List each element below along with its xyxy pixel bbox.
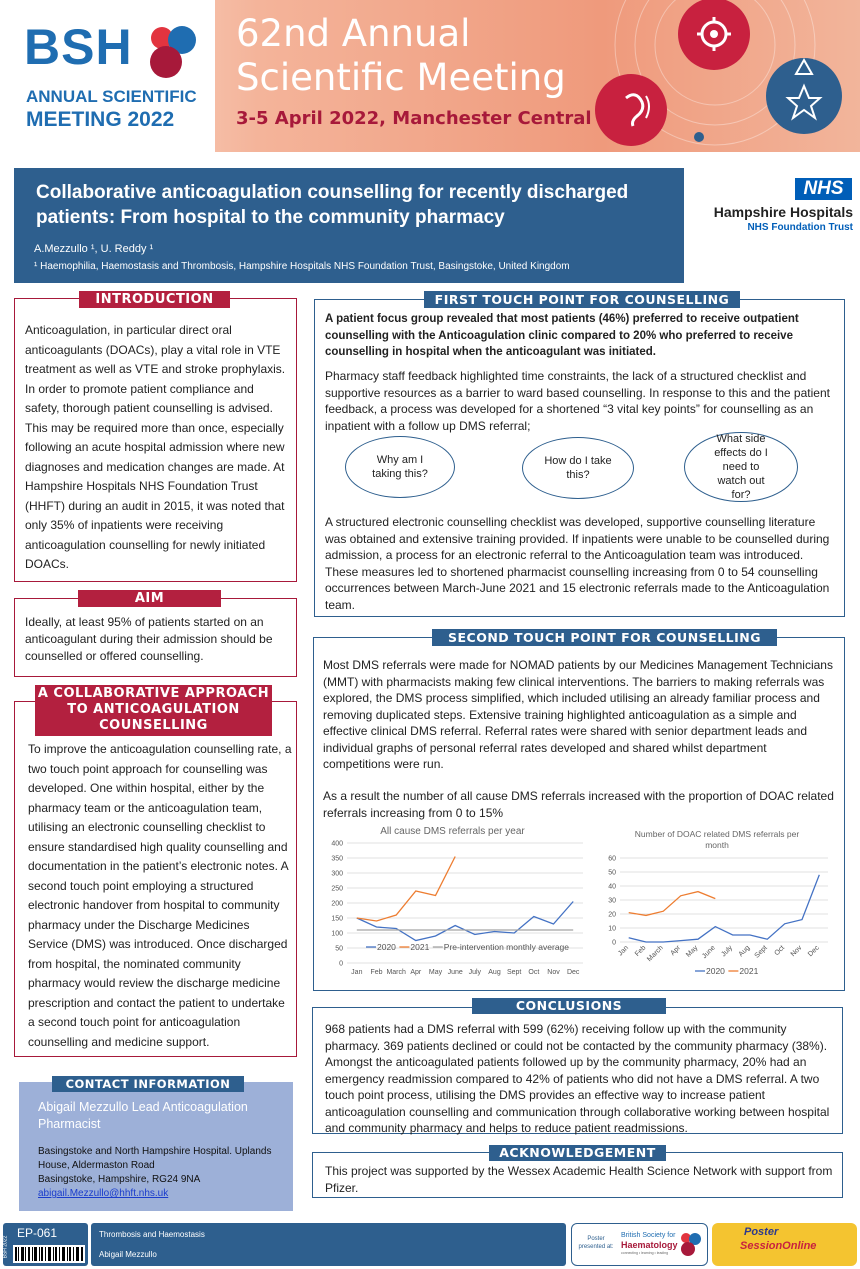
chart1-title: All cause DMS referrals per year <box>380 826 525 837</box>
meeting-title-line1: 62nd Annual <box>236 12 471 55</box>
nhs-hospital-name: Hampshire Hospitals <box>713 204 853 220</box>
legend-label: Pre-intervention monthly average <box>443 942 570 952</box>
x-tick-label: Sept <box>753 944 769 960</box>
x-tick-label: Apr <box>410 969 422 976</box>
approach-body: To improve the anticoagulation counselling rate, a two touch point approach for counselling was developed. One within hospital, either by the pharmacy team or the anticoagulation team, utilising an electronic counselling checklist to ensure standardised high quality counselling and documentation in the patient’s electronic notes. A second touch point employing a structured electronic handover from hospital to community pharmacy under the Discharge Medicines Service (DMS) was introduced. Once discharged from hospital, the nominated community pharmacy would review the discharge medicine prescription and contact the patient to undertake a second touch point for anticoagulation counselling and medicine support. <box>28 742 292 1049</box>
series-line-2021 <box>357 857 455 922</box>
dot-decoration <box>692 130 706 144</box>
y-tick-label: 10 <box>608 925 616 933</box>
introduction-heading: INTRODUCTION <box>79 291 230 308</box>
society-name-line1: British Society for <box>621 1232 676 1239</box>
y-tick-label: 60 <box>608 855 616 863</box>
meeting-date: 3-5 April 2022, Manchester Central <box>236 108 592 129</box>
y-tick-label: 40 <box>608 883 616 891</box>
x-tick-label: Oct <box>528 969 540 976</box>
first-touch-para1: Pharmacy staff feedback highlighted time constraints, the lack of a structured checklist and supportive resources as a barrier to ward based counselling. In response to this and the patient feedback, a process was developed for a shortened “3 vital key points” for counselling as an inpatient with a follow up DMS referral; <box>325 369 830 433</box>
y-tick-label: 400 <box>331 840 343 848</box>
aim-heading: AIM <box>78 590 221 607</box>
footer-category: Thrombosis and Haemostasis <box>99 1230 205 1239</box>
x-tick-label: Dec <box>566 969 580 976</box>
y-tick-label: 50 <box>335 945 343 953</box>
second-touch-para1: Most DMS referrals were made for NOMAD patients by our Medicines Management Technicians (MMT) with pharmacists making few clinical interventions. The barriers to making referrals was explored, the DMS process simplified, which included utilising an already familiar process and removing duplicated steps. Extensive training highlighted anticoagulation as a simple and effective clinical DMS referral. Referral rates were shared with senior department leads and individual graphs of personal referral rates developed and shared whilst department competitions were run. <box>323 658 833 771</box>
series-line-2020 <box>357 902 573 941</box>
x-tick-label: Nov <box>547 969 560 976</box>
acknowledgement-body: This project was supported by the Wessex Academic Health Science Network with support from Pfizer. <box>325 1164 833 1195</box>
x-tick-label: Nov <box>789 944 804 959</box>
aim-body: Ideally, at least 95% of patients started on an anticoagulant during their admission should be counselled or offered counselling. <box>25 615 273 663</box>
first-touch-heading: FIRST TOUCH POINT FOR COUNSELLING <box>424 291 740 308</box>
contact-heading: CONTACT INFORMATION <box>52 1076 244 1092</box>
legend-label: 2021 <box>739 966 759 976</box>
y-tick-label: 350 <box>331 855 343 863</box>
poster-affiliation: ¹ Haemophilia, Haemostasis and Thrombosis, Hampshire Hospitals NHS Foundation Trust, Basingstoke, United Kingdom <box>34 261 570 272</box>
x-tick-label: Jan <box>617 944 631 958</box>
acknowledgement-heading: ACKNOWLEDGEMENT <box>489 1145 666 1161</box>
poster-title: Collaborative anticoagulation counselling for recently discharged patients: From hospital to the community pharmacy <box>36 182 629 228</box>
x-tick-label: Aug <box>488 969 501 976</box>
contact-address2: Basingstoke, Hampshire, RG24 9NA <box>38 1174 201 1185</box>
x-tick-label: Sept <box>506 969 522 976</box>
second-touch-para2: As a result the number of all cause DMS referrals increased with the proportion of DOAC related referrals increasing from 0 to 15% <box>323 789 834 820</box>
contact-address1: Basingstoke and North Hampshire Hospital. Uplands House, Aldermaston Road <box>38 1146 272 1171</box>
y-tick-label: 150 <box>331 915 343 923</box>
bsh-logo-sub1: ANNUAL SCIENTIFIC <box>26 87 197 106</box>
meeting-title-line2: Scientific Meeting <box>236 56 566 99</box>
x-tick-label: Feb <box>633 944 648 958</box>
ear-icon <box>586 68 676 148</box>
y-tick-label: 100 <box>331 930 343 938</box>
x-tick-label: Feb <box>370 969 383 976</box>
legend-label: 2020 <box>377 942 396 952</box>
legend-label: 2020 <box>706 966 725 976</box>
gear-icon <box>670 0 758 72</box>
bsh-logo-mark-icon <box>146 22 200 80</box>
y-tick-label: 30 <box>608 897 616 905</box>
nhs-trust-name: NHS Foundation Trust <box>747 222 853 233</box>
society-name-line2: Haematology <box>621 1240 678 1250</box>
contact-name: Abigail Mezzullo Lead Anticoagulation Pharmacist <box>38 1100 248 1131</box>
y-tick-label: 250 <box>331 885 343 893</box>
pso-line2: SessionOnline <box>740 1240 817 1252</box>
second-touch-heading: SECOND TOUCH POINT FOR COUNSELLING <box>432 629 777 646</box>
speech-bubble-how: How do I take this? <box>522 437 634 499</box>
x-tick-label: Aug <box>737 944 752 959</box>
x-tick-label: Apr <box>669 944 683 958</box>
poster-id: EP-061 <box>17 1226 58 1240</box>
x-tick-label: Jan <box>351 969 363 976</box>
y-tick-label: 0 <box>612 939 616 947</box>
series-line-2021 <box>629 892 716 916</box>
approach-heading: A COLLABORATIVE APPROACH TO ANTICOAGULATION COUNSELLING <box>35 685 272 736</box>
poster-authors: A.Mezzullo ¹, U. Reddy ¹ <box>34 243 154 255</box>
chart-doac-dms <box>600 850 836 980</box>
x-tick-label: May <box>685 944 700 959</box>
pso-line1: Poster <box>744 1226 779 1238</box>
footer-presenter: Abigail Mezzullo <box>99 1250 157 1259</box>
speech-bubble-why: Why am I taking this? <box>345 436 455 498</box>
x-tick-label: June <box>701 944 717 961</box>
bsh-logo-text: BSH <box>24 19 133 75</box>
speech-bubble-side-effects: What side effects do I need to watch out for? <box>684 432 798 502</box>
barcode-icon <box>13 1245 85 1263</box>
presented-at-label: Poster presented at: <box>578 1236 614 1250</box>
x-tick-label: Dec <box>806 944 821 959</box>
contact-email-link[interactable]: abigail.Mezzullo@hhft.nhs.uk <box>38 1188 169 1199</box>
x-tick-label: June <box>447 969 463 976</box>
x-tick-label: March <box>386 969 406 976</box>
x-tick-label: May <box>428 969 443 976</box>
x-tick-label: March <box>646 944 665 964</box>
medal-icon <box>760 40 850 140</box>
x-tick-label: July <box>468 969 482 976</box>
y-tick-label: 300 <box>331 870 343 878</box>
society-tagline: connecting • learning • leading <box>621 1251 669 1255</box>
nhs-badge: NHS <box>795 178 852 200</box>
series-line-2020 <box>629 875 820 942</box>
poster-vertical-tag: BSH 2022 <box>2 1235 9 1259</box>
society-logo-icon <box>679 1230 703 1258</box>
conclusions-body: 968 patients had a DMS referral with 599 (62%) receiving follow up with the community pharmacy. 369 patients declined or could not be contacted by the community pharmacy (38%). Amongst the anticoagulated patients followed up by the community pharmacy, 20% had an emergency readmission compared to 42% of patients who did not have a DMS referral. A two touch point process, utilising the DMS provides an effective way to increase patient anticoagulation counselling and communication through collaborative working between hospital and community pharmacy and helps to reduce patient readmissions. <box>325 1022 830 1135</box>
first-touch-para2: A structured electronic counselling checklist was developed, supportive counselling literature was obtained and extensive training provided. If inpatients were unable to be counselled during admission, a process for an electronic referral to the Anticoagulation team was introduced. These measures led to shortened pharmacist counselling increasing from 0 to 54 counselling occurrences between March-June 2021 and 15 electronic referrals made to the Anticoagulation team. <box>325 515 830 612</box>
chart-all-cause-dms <box>320 838 588 984</box>
y-tick-label: 50 <box>608 869 616 877</box>
first-touch-intro: A patient focus group revealed that most patients (46%) preferred to receive outpatient counselling with the Anticoagulation clinic compared to 20% who preferred to receive counselling in hospital when the anticoagulant was initiated. <box>325 313 799 358</box>
bsh-logo-sub2: MEETING 2022 <box>26 108 175 131</box>
conclusions-heading: CONCLUSIONS <box>472 998 666 1014</box>
introduction-body: Anticoagulation, in particular direct oral anticoagulants (DOACs), play a vital role in VTE treatment as well as VTE and stroke prophylaxis. In order to promote patient compliance and safety, thorough patient counselling is advised. This may be required more than once, especially following an acute hospital admission where new diagnoses and medication changes are made. At Hampshire Hospitals NHS Foundation Trust (HHFT) during an audit in 2015, it was noted that only 35% of inpatients were receiving anticoagulation counselling for newly initiated DOACs. <box>25 323 286 571</box>
y-tick-label: 20 <box>608 911 616 919</box>
y-tick-label: 200 <box>331 900 343 908</box>
legend-label: 2021 <box>410 942 430 952</box>
x-tick-label: July <box>720 944 735 959</box>
x-tick-label: Oct <box>773 944 787 958</box>
chart2-title: Number of DOAC related DMS referrals per month <box>634 829 800 850</box>
y-tick-label: 0 <box>339 960 343 968</box>
